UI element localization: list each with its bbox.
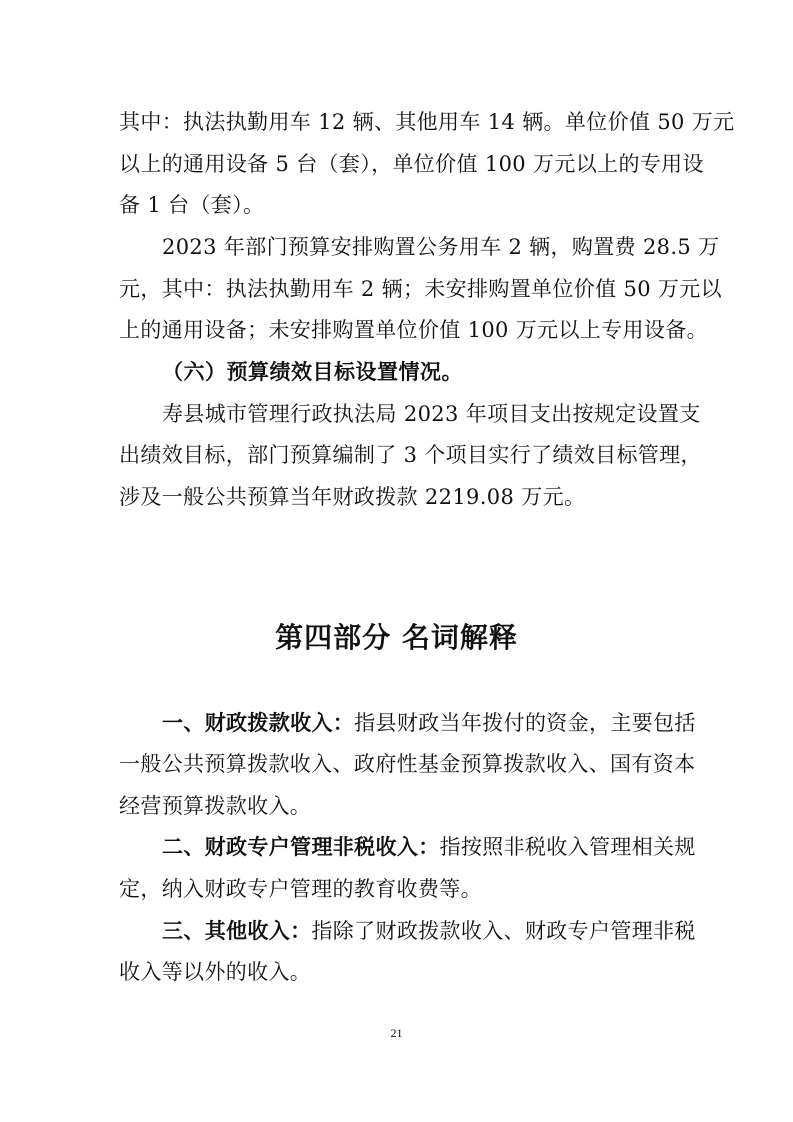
body-line: 以上的通用设备 5 台（套），单位价值 100 万元以上的专用设 xyxy=(119,152,704,176)
term-label: 一、财政拨款收入： xyxy=(162,711,355,735)
body-line: 收入等以外的收入。 xyxy=(119,960,312,984)
term-line xyxy=(162,913,742,949)
term-text: 指县财政当年拨付的资金，主要包括 xyxy=(354,711,696,735)
term-text: 指除了财政拨款收入、财政专户管理非税 xyxy=(311,919,696,943)
body-line: 涉及一般公共预算当年财政拨款 2219.08 万元。 xyxy=(119,485,586,509)
body-line: 上的通用设备；未安排购置单位价值 100 万元以上专用设备。 xyxy=(119,318,708,342)
body-line: 一般公共预算拨款收入、政府性基金预算拨款收入、国有资本 xyxy=(119,752,696,776)
body-line: 备 1 台（套）。 xyxy=(119,193,265,217)
body-line: 元，其中：执法执勤用车 2 辆；未安排购置单位价值 50 万元以 xyxy=(119,277,722,301)
term-line xyxy=(162,829,742,865)
term-label: 二、财政专户管理非税收入： xyxy=(162,835,440,859)
section-heading: （六）预算绩效目标设置情况。 xyxy=(162,360,463,384)
body-line: 定，纳入财政专户管理的教育收费等。 xyxy=(119,877,482,901)
body-line: 经营预算拨款收入。 xyxy=(119,794,312,818)
body-line: 寿县城市管理行政执法局 2023 年项目支出按规定设置支 xyxy=(162,402,701,426)
body-line: 出绩效目标，部门预算编制了 3 个项目实行了绩效目标管理， xyxy=(119,443,702,467)
term-line xyxy=(162,705,742,741)
page-number: 21 xyxy=(390,1026,403,1040)
term-label: 三、其他收入： xyxy=(162,919,312,943)
body-line: 2023 年部门预算安排购置公务用车 2 辆，购置费 28.5 万 xyxy=(162,235,720,259)
part-title: 第四部分 名词解释 xyxy=(275,621,518,654)
term-text: 指按照非税收入管理相关规 xyxy=(439,835,696,859)
body-line: 其中：执法执勤用车 12 辆、其他用车 14 辆。单位价值 50 万元 xyxy=(119,110,735,134)
